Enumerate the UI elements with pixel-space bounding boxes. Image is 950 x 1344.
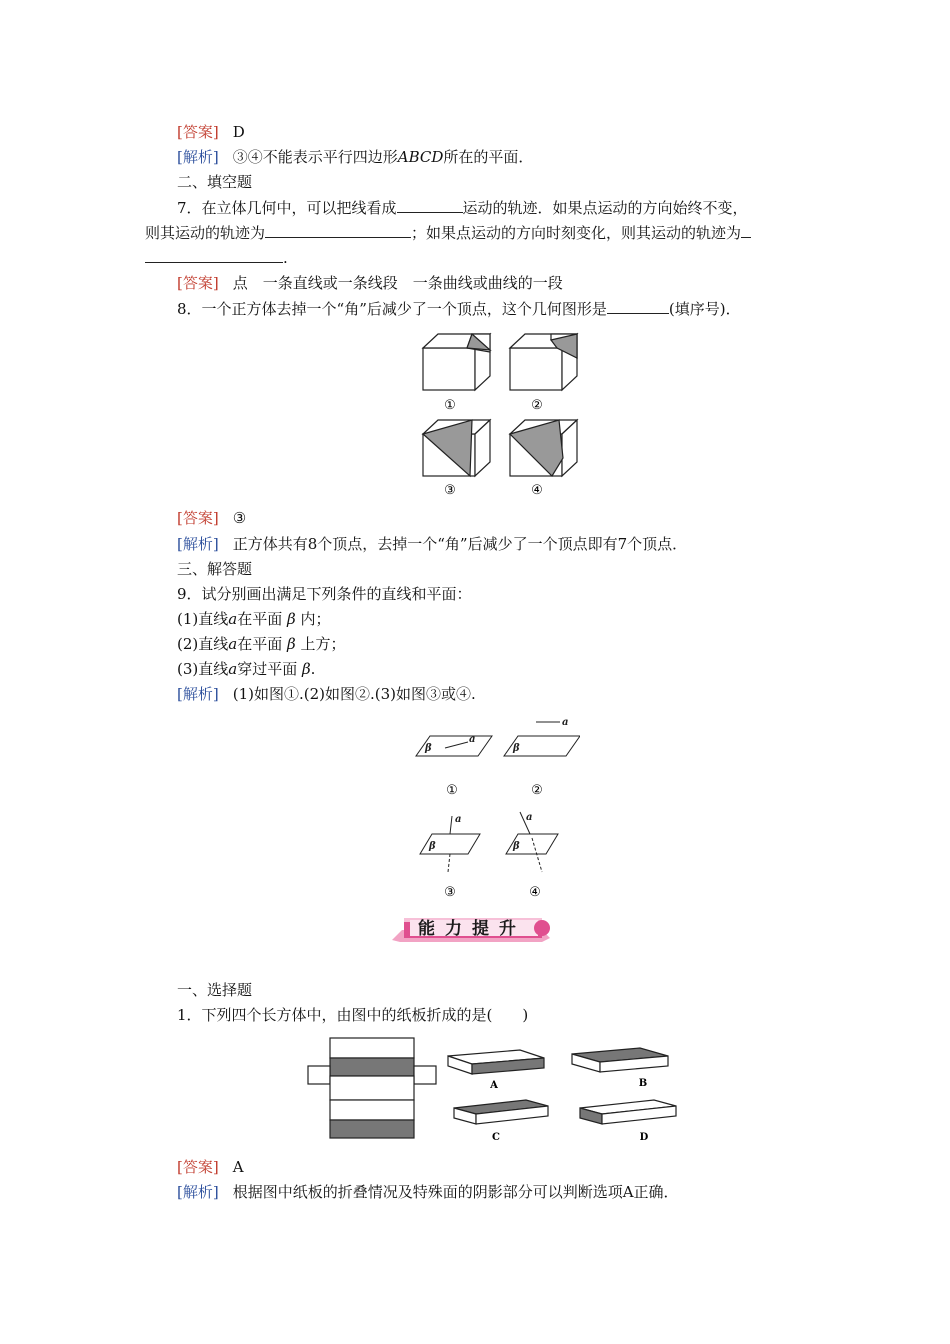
option-label-a: A (490, 1080, 498, 1091)
a-label-2: a (562, 717, 569, 728)
option-box-d (580, 1100, 676, 1124)
q9-c3-text-c: . (310, 660, 316, 678)
option-box-c (454, 1100, 548, 1124)
ability-banner (392, 914, 554, 944)
q9-stem: 9．试分别画出满足下列条件的直线和平面： (177, 585, 472, 603)
q9-c1-text-b: 在平面 (237, 610, 283, 628)
explain-tag: [解析] (177, 685, 219, 703)
option-label-d: D (639, 1132, 649, 1143)
answer-tag: [答案] (177, 1158, 219, 1176)
q7-answer-line (177, 272, 563, 294)
section-solve-heading: 三、解答题 (177, 560, 253, 578)
cube-figure-4 (510, 420, 577, 476)
a-label-4: a (526, 812, 533, 823)
section-choice-heading: 一、选择题 (177, 981, 253, 999)
explain-tag: [解析] (177, 1183, 219, 1201)
a-label-1: a (469, 734, 476, 745)
q7-line3 (145, 247, 288, 269)
q1-stem: 1．下列四个长方体中，由图中的纸板折成的是( ) (177, 1006, 529, 1024)
cardboard-net (306, 1036, 438, 1140)
q9-cond-1 (177, 608, 330, 630)
section-fill-heading: 二、填空题 (177, 173, 253, 191)
q7-end: . (283, 249, 288, 267)
answer-value: A (232, 1158, 244, 1176)
fig-label-3: ③ (444, 885, 456, 900)
q8-text-b: (填序号)． (668, 300, 741, 318)
var-beta: β (302, 660, 311, 678)
explain-value: 正方体共有8个顶点，去掉一个“角”后减少了一个顶点即有7个顶点． (232, 535, 688, 553)
q7-line1 (177, 197, 748, 219)
q9-c2-text-b: 在平面 (237, 635, 283, 653)
q8-blank[interactable] (607, 298, 669, 314)
explain-text: ③④不能表示平行四边形 (232, 148, 398, 166)
option-label-c: C (492, 1132, 500, 1143)
explain-var: ABCD (397, 148, 444, 166)
q8-answer-line (177, 507, 246, 529)
answer-tag: [答案] (177, 274, 219, 292)
beta-label-3: β (429, 841, 436, 852)
q9-c1-text: (1)直线 (177, 610, 229, 628)
cube-figure-2 (510, 334, 577, 390)
fig-label-3: ③ (444, 483, 456, 498)
explain-tag: [解析] (177, 535, 219, 553)
q7-text-2b: ；如果点运动的方向时刻变化，则其运动的轨迹为 (411, 224, 742, 242)
beta-label-1: β (425, 743, 432, 754)
explain-line-6 (177, 146, 533, 168)
a-label-3: a (455, 814, 462, 825)
q7-blank-3[interactable] (145, 247, 283, 263)
q1-explain-line (177, 1181, 679, 1203)
q7-text: 7．在立体几何中，可以把线看成 (177, 199, 397, 217)
answer-tag: [答案] (177, 123, 219, 141)
q9-c1-text-c: 内； (300, 610, 331, 628)
q7-blank-3a[interactable] (741, 222, 751, 238)
fig-label-1: ① (444, 398, 456, 413)
option-box-a (448, 1050, 544, 1074)
fig-label-4: ④ (531, 483, 543, 498)
q8-text: 8．一个正方体去掉一个“角”后减少了一个顶点，这个几何图形是 (177, 300, 607, 318)
beta-label-2: β (513, 743, 520, 754)
explain-tag: [解析] (177, 148, 219, 166)
fig-label-4: ④ (529, 885, 541, 900)
q9-cond-3 (177, 658, 315, 680)
var-a: a (228, 610, 238, 628)
q7-line2 (145, 222, 751, 244)
answer-value: 点 一条直线或一条线段 一条曲线或曲线的一段 (232, 274, 563, 292)
q8-explain-line (177, 533, 687, 555)
line-through-3b (448, 854, 450, 872)
q9-c2-text-c: 上方； (300, 635, 346, 653)
option-box-b (572, 1048, 668, 1072)
explain-value: (1)如图①.(2)如图②.(3)如图③或④. (232, 685, 476, 703)
q9-c3-text: (3)直线 (177, 660, 229, 678)
q1-options (440, 1036, 685, 1146)
explain-text-end: 所在的平面． (443, 148, 534, 166)
var-beta: β (287, 610, 296, 628)
q8-stem (177, 298, 741, 320)
q1-answer-line (177, 1156, 244, 1178)
cube-figure-1 (423, 334, 490, 390)
explain-value: 根据图中纸板的折叠情况及特殊面的阴影部分可以判断选项A正确． (232, 1183, 679, 1201)
var-a: a (228, 660, 238, 678)
q9-cond-2 (177, 633, 345, 655)
q7-text-b: 运动的轨迹．如果点运动的方向始终不变， (462, 199, 748, 217)
q9-explain-line (177, 683, 476, 705)
banner-text: 能力提升 (418, 919, 526, 939)
option-label-b: B (638, 1078, 648, 1089)
var-beta: β (287, 635, 296, 653)
q9-c2-text: (2)直线 (177, 635, 229, 653)
q7-blank-2[interactable] (265, 222, 411, 238)
q7-blank-1[interactable] (397, 197, 463, 213)
q7-text-2: 则其运动的轨迹为 (145, 224, 266, 242)
q9-plane-figures (410, 712, 580, 902)
fig-label-2: ② (531, 398, 543, 413)
q8-cube-figures (410, 328, 600, 503)
fig-label-1: ① (446, 783, 458, 798)
answer-value: D (232, 123, 245, 141)
answer-line-6 (177, 121, 245, 143)
fig-label-2: ② (531, 783, 543, 798)
beta-label-4: β (513, 841, 520, 852)
answer-value: ③ (232, 509, 247, 527)
q9-c3-text-b: 穿过平面 (237, 660, 298, 678)
line-through-3a (450, 816, 452, 834)
var-a: a (228, 635, 238, 653)
answer-tag: [答案] (177, 509, 219, 527)
cube-figure-3 (423, 420, 490, 476)
